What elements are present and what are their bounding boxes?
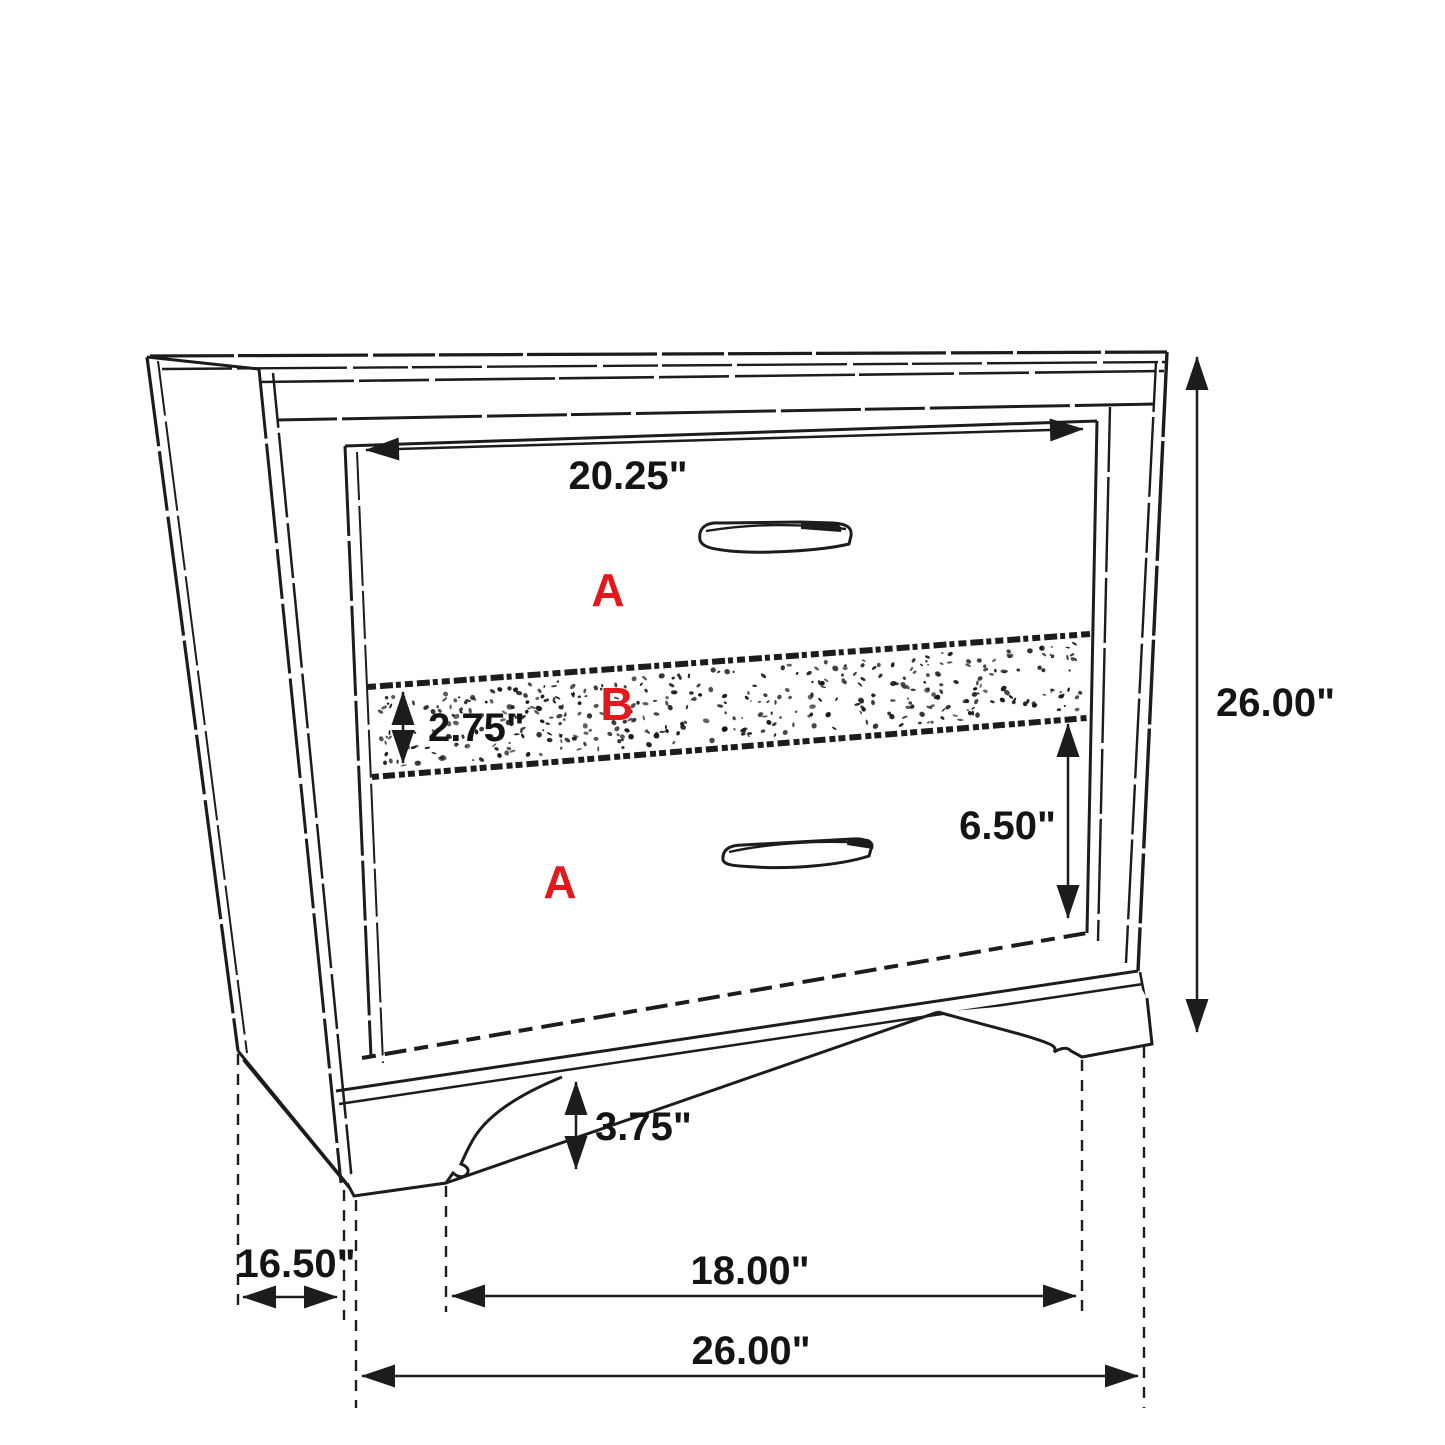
tray-height-label: 2.75" (428, 706, 525, 750)
bottom-drawer-height-label: 6.50" (959, 804, 1056, 848)
overall-height-label: 26.00" (1216, 681, 1336, 725)
top-drawer-label: A (591, 564, 625, 616)
bottom-drawer-label: A (543, 856, 577, 908)
leg-span-label: 18.00" (690, 1249, 810, 1293)
drawer-b-label: B (600, 678, 634, 730)
side-depth-label: 16.50" (236, 1242, 356, 1286)
leg-height-label: 3.75" (595, 1105, 692, 1149)
opening-width-label: 20.25" (568, 454, 688, 498)
overall-width-label: 26.00" (691, 1329, 811, 1373)
